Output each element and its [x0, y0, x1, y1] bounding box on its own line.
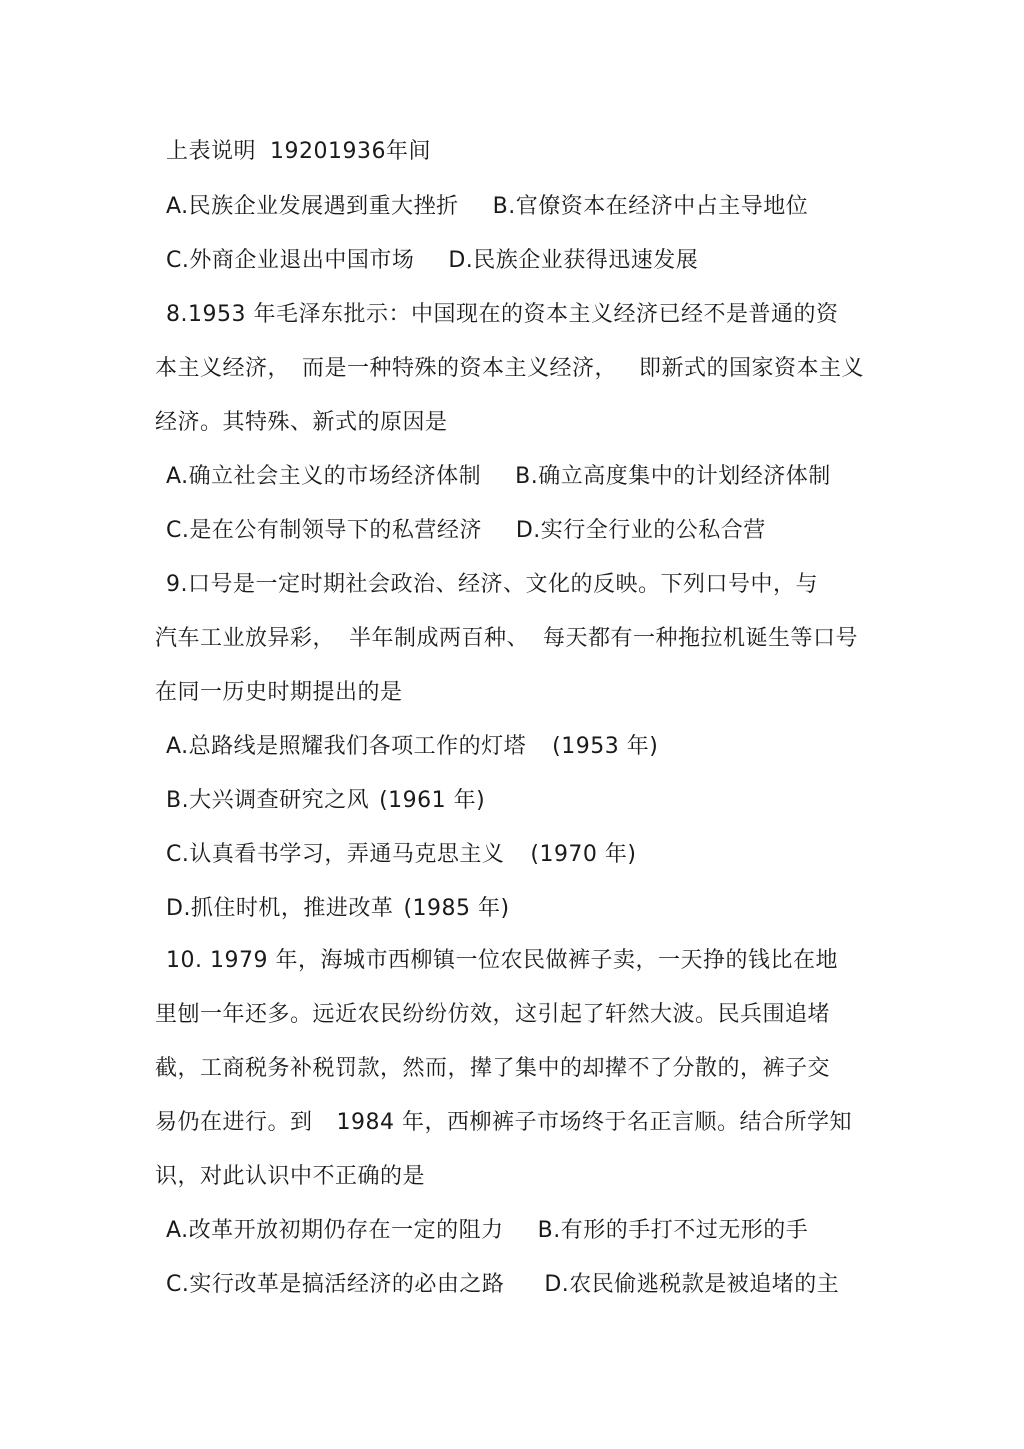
q9-option-a-line — [166, 732, 658, 762]
q10-stem-line-1: 10. 1979 年，海城市西柳镇一位农民做裤子卖，一天挣的钱比在地 — [166, 948, 838, 973]
q10-options-row-2 — [166, 1270, 839, 1300]
q7-options-row-1 — [166, 192, 808, 222]
q9-option-b-line — [166, 786, 485, 816]
q9-option-d-year: (1985 年) — [403, 896, 510, 921]
q7-option-b: B.官僚资本在经济中占主导地位 — [492, 194, 809, 219]
q9-option-b-year: (1961 年) — [379, 788, 486, 813]
q9-option-d: D.抓住时机，推进改革 — [166, 896, 394, 921]
q10-stem-line-5: 识，对此认识中不正确的是 — [155, 1164, 426, 1189]
q8-stem-part-2: 而是一种特殊的资本主义经济， — [302, 356, 618, 381]
q8-stem-line-3: 经济。其特殊、新式的原因是 — [155, 410, 448, 435]
q9-option-a: A.总路线是照耀我们各项工作的灯塔 — [166, 734, 527, 759]
table-conclusion-line — [166, 137, 431, 167]
q9-stem-line-2 — [155, 624, 858, 654]
q7-option-d: D.民族企业获得迅速发展 — [448, 248, 699, 273]
q9-slogan-2: 半年制成两百种、 — [349, 626, 530, 651]
q8-options-row-2 — [166, 516, 766, 546]
q10-option-c: C.实行改革是搞活经济的必由之路 — [166, 1272, 505, 1297]
q8-stem-line-1: 8.1953 年毛泽东批示：中国现在的资本主义经济已经不是普通的资 — [166, 302, 839, 327]
q9-option-a-year: (1953 年) — [552, 734, 659, 759]
intro-years: 19201936年间 — [270, 139, 431, 164]
q8-stem-part-3: 即新式的国家资本主义 — [639, 356, 865, 381]
q10-option-d: D.农民偷逃税款是被追堵的主 — [544, 1272, 840, 1297]
q8-option-a: A.确立社会主义的市场经济体制 — [166, 464, 482, 489]
q9-stem-line-3: 在同一历史时期提出的是 — [155, 680, 403, 705]
q7-option-a: A.民族企业发展遇到重大挫折 — [166, 194, 459, 219]
q9-slogan-1: 汽车工业放异彩， — [155, 626, 336, 651]
q8-option-b: B.确立高度集中的计划经济体制 — [515, 464, 831, 489]
q10-stem-part-1: 易仍在进行。到 — [155, 1110, 313, 1135]
q10-stem-line-3: 截，工商税务补税罚款，然而，撵了集中的却撵不了分散的，裤子交 — [155, 1056, 831, 1081]
q8-stem-line-2 — [155, 354, 864, 384]
q8-option-c: C.是在公有制领导下的私营经济 — [166, 518, 482, 543]
q9-option-c: C.认真看书学习，弄通马克思主义 — [166, 842, 505, 867]
intro-stem: 上表说明 — [166, 139, 257, 164]
q8-option-d: D.实行全行业的公私合营 — [515, 518, 766, 543]
q9-option-c-year: (1970 年) — [530, 842, 637, 867]
q9-option-c-line — [166, 840, 637, 870]
q7-options-row-2 — [166, 246, 698, 276]
q9-stem-line-1: 9.口号是一定时期社会政治、经济、文化的反映。下列口号中，与 — [166, 572, 818, 597]
q8-stem-part-1: 本主义经济， — [155, 356, 291, 381]
q10-stem-line-4 — [155, 1108, 852, 1138]
q10-option-a: A.改革开放初期仍存在一定的阻力 — [166, 1218, 504, 1243]
q10-option-b: B.有形的手打不过无形的手 — [537, 1218, 809, 1243]
q10-options-row-1 — [166, 1216, 808, 1246]
q8-options-row-1 — [166, 462, 831, 492]
q9-option-d-line — [166, 894, 510, 924]
q10-stem-part-2: 1984 年，西柳裤子市场终于名正言顺。结合所学知 — [336, 1110, 852, 1135]
q10-stem-line-2: 里刨一年还多。远近农民纷纷仿效，这引起了轩然大波。民兵围追堵 — [155, 1002, 831, 1027]
q9-slogan-3: 每天都有一种拖拉机诞生等口号 — [543, 626, 859, 651]
q7-option-c: C.外商企业退出中国市场 — [166, 248, 415, 273]
q9-option-b: B.大兴调查研究之风 — [166, 788, 370, 813]
